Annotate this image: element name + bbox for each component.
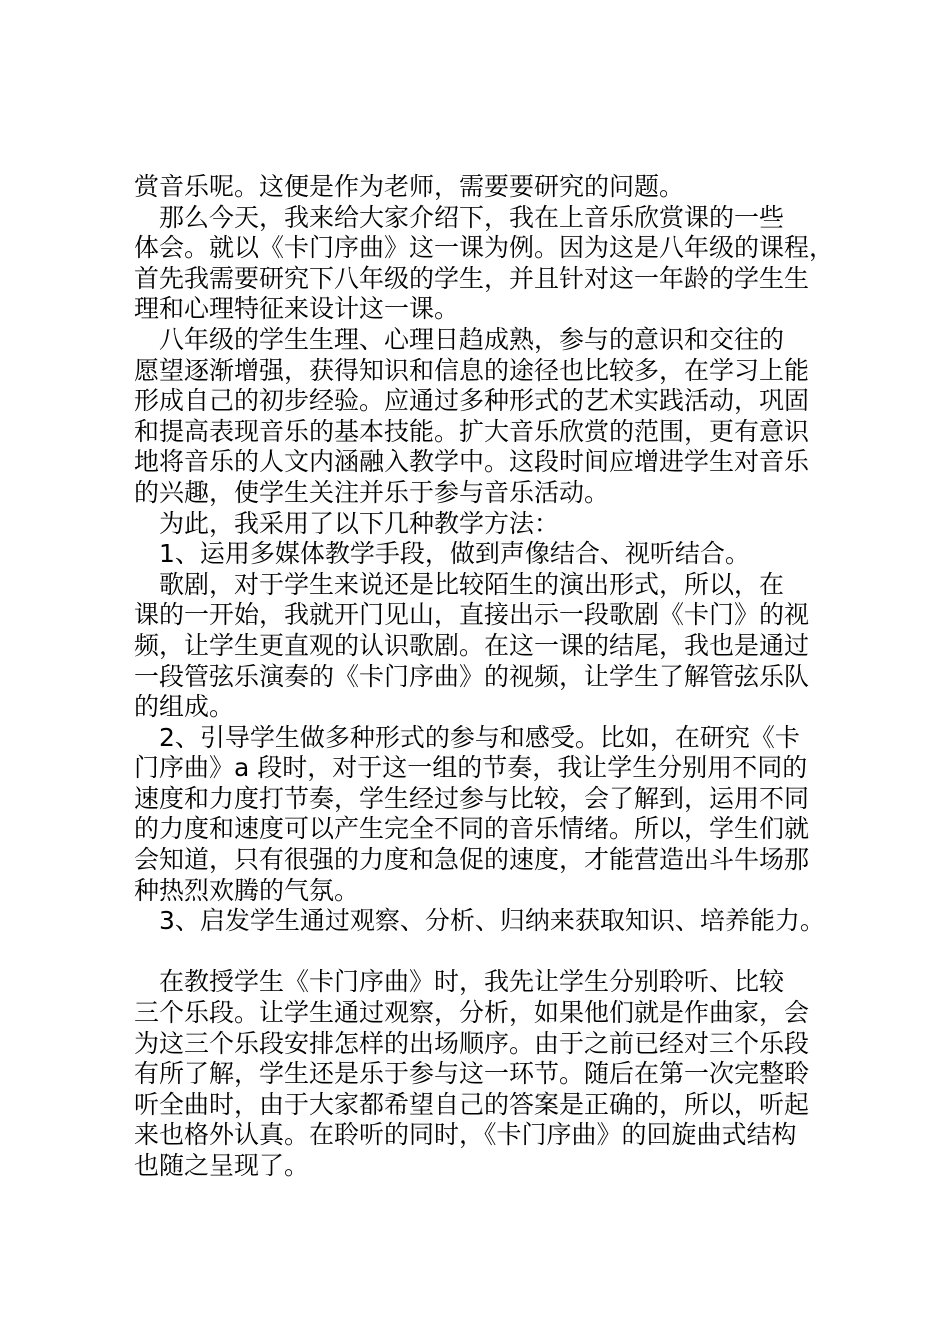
text-line: 会知道，只有很强的力度和急促的速度，才能营造出斗牛场那 bbox=[134, 845, 810, 875]
text-line: 课的一开始，我就开门见山，直接出示一段歌剧《卡门》的视 bbox=[134, 600, 810, 630]
text-line: 2、引导学生做多种形式的参与和感受。比如，在研究《卡 bbox=[134, 722, 800, 752]
text-line: 一段管弦乐演奏的《卡门序曲》的视频，让学生了解管弦乐队 bbox=[134, 661, 810, 691]
text-line: 听全曲时，由于大家都希望自己的答案是正确的，所以，听起 bbox=[134, 1089, 810, 1119]
text-line: 种热烈欢腾的气氛。 bbox=[134, 875, 360, 905]
text-line: 和提高表现音乐的基本技能。扩大音乐欣赏的范围，更有意识 bbox=[134, 416, 810, 446]
text-line: 歌剧，对于学生来说还是比较陌生的演出形式，所以，在 bbox=[134, 569, 785, 599]
text-line: 在教授学生《卡门序曲》时，我先让学生分别聆听、比较 bbox=[134, 967, 785, 997]
text-line: 地将音乐的人文内涵融入教学中。这段时间应增进学生对音乐 bbox=[134, 447, 810, 477]
text-line: 来也格外认真。在聆听的同时，《卡门序曲》的回旋曲式结构 bbox=[134, 1120, 797, 1150]
text-line: 1、运用多媒体教学手段，做到声像结合、视听结合。 bbox=[134, 539, 750, 569]
text-line: 门序曲》a 段时，对于这一组的节奏，我让学生分别用不同的 bbox=[134, 753, 808, 783]
text-line: 体会。就以《卡门序曲》这一课为例。因为这是八年级的课程， bbox=[134, 233, 835, 263]
text-line: 赏音乐呢。这便是作为老师，需要要研究的问题。 bbox=[134, 172, 685, 201]
text-line: 理和心理特征来设计这一课。 bbox=[134, 294, 460, 324]
body-text bbox=[134, 172, 854, 1182]
text-line: 的组成。 bbox=[134, 692, 235, 722]
text-line: 八年级的学生生理、心理日趋成熟，参与的意识和交往的 bbox=[134, 324, 785, 354]
text-line: 也随之呈现了。 bbox=[134, 1151, 310, 1180]
text-line: 那么今天，我来给大家介绍下，我在上音乐欣赏课的一些 bbox=[134, 202, 785, 232]
text-line: 有所了解，学生还是乐于参与这一环节。随后在第一次完整聆 bbox=[134, 1059, 810, 1089]
text-line: 3、启发学生通过观察、分析、归纳来获取知识、培养能力。 bbox=[134, 906, 825, 936]
text-line: 首先我需要研究下八年级的学生，并且针对这一年龄的学生生 bbox=[134, 263, 810, 293]
text-line: 愿望逐渐增强，获得知识和信息的途径也比较多，在学习上能 bbox=[134, 355, 810, 385]
text-line: 频，让学生更直观的认识歌剧。在这一课的结尾，我也是通过 bbox=[134, 630, 810, 660]
text-line: 为此，我采用了以下几种教学方法： bbox=[134, 508, 560, 538]
blank-line bbox=[134, 937, 854, 968]
text-line: 三个乐段。让学生通过观察，分析，如果他们就是作曲家，会 bbox=[134, 998, 810, 1028]
text-line: 速度和力度打节奏，学生经过参与比较，会了解到，运用不同 bbox=[134, 783, 810, 813]
text-line: 形成自己的初步经验。应通过多种形式的艺术实践活动，巩固 bbox=[134, 386, 810, 416]
text-line: 为这三个乐段安排怎样的出场顺序。由于之前已经对三个乐段 bbox=[134, 1028, 810, 1058]
text-line: 的兴趣，使学生关注并乐于参与音乐活动。 bbox=[134, 477, 610, 507]
text-line: 的力度和速度可以产生完全不同的音乐情绪。所以，学生们就 bbox=[134, 814, 810, 844]
